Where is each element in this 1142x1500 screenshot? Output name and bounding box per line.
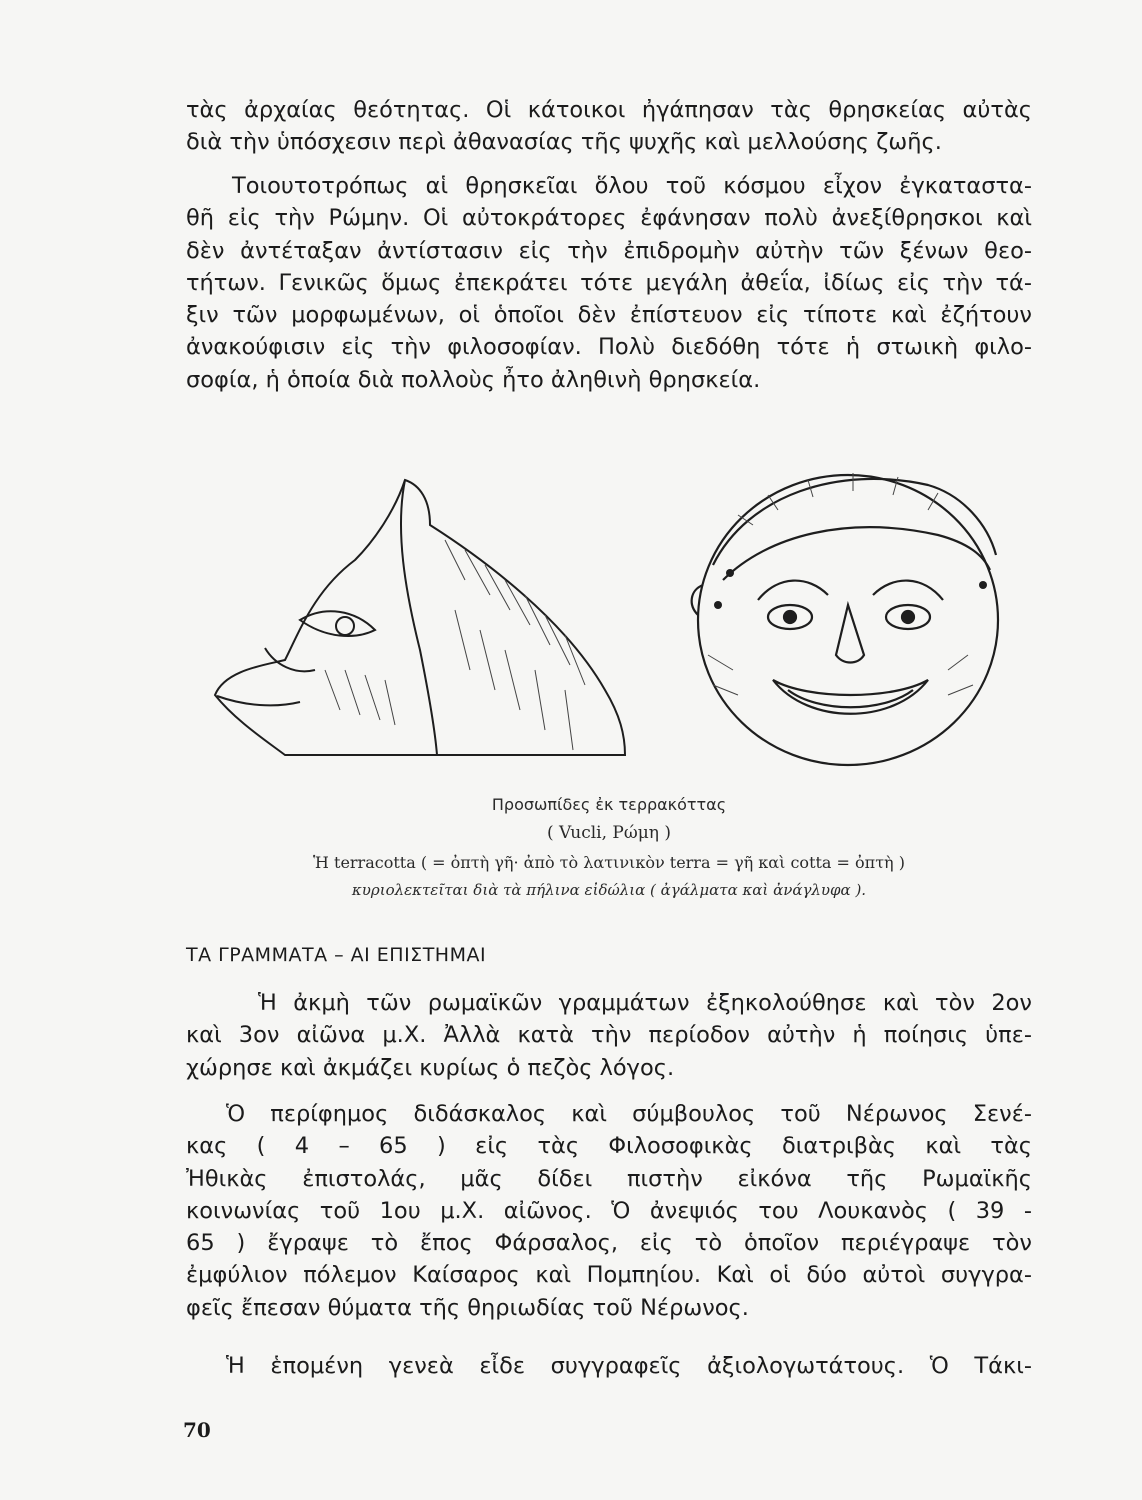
text-line: ἐμφύλιον πόλεμον Καίσαρος καὶ Πομπηίου. Καὶ οἱ δύο αὐτοὶ συγγρα-	[186, 1262, 1032, 1289]
paragraph-4	[186, 1098, 1032, 1324]
text-line: καὶ 3ον αἰῶνα μ.Χ. Ἀλλὰ κατὰ τὴν περίοδον αὐτὴν ἡ ποίησις ὑπε-	[186, 1022, 1032, 1049]
text-line: τήτων. Γενικῶς ὅμως ἐπεκράτει τότε μεγάλη ἀθεΐα, ἰδίως εἰς τὴν τά-	[186, 269, 1032, 296]
text-line: ξιν τῶν μορφωμένων, οἱ ὁποῖοι δὲν ἐπίστευον εἰς τίποτε καὶ ἐζήτουν	[186, 302, 1032, 329]
text-line: κοινωνίας τοῦ 1ου μ.Χ. αἰῶνος. Ὁ ἀνεψιός του Λουκανὸς ( 39 -	[186, 1197, 1032, 1224]
text-line: σοφία, ἡ ὁποία διὰ πολλοὺς ἦτο ἀληθινὴ θρησκεία.	[186, 366, 761, 393]
paragraph-1	[186, 94, 1032, 159]
figure-caption-title: Προσωπίδες ἐκ τερρακόττας	[491, 795, 727, 814]
text-line: ἀνακούφισιν εἰς τὴν φιλοσοφίαν. Πολὺ διεδόθη τότε ἡ στωικὴ φιλο-	[186, 334, 1032, 361]
text-line: Ἠθικὰς ἐπιστολάς, μᾶς δίδει πιστὴν εἰκόνα τῆς Ρωμαϊκῆς	[186, 1165, 1032, 1192]
paragraph-5	[186, 1350, 1032, 1382]
text-line: Τοιουτοτρόπως αἱ θρησκεῖαι ὅλου τοῦ κόσμου εἶχον ἐγκαταστα-	[232, 173, 1032, 199]
section-heading: ΤΑ ΓΡΑΜΜΑΤΑ – ΑΙ ΕΠΙΣΤΗΜΑΙ	[186, 944, 487, 966]
text-line: δὲν ἀντέταξαν ἀντίστασιν εἰς τὴν ἐπιδρομὴν αὐτὴν τῶν ξένων θεο-	[186, 237, 1032, 264]
text-line: χώρησε καὶ ἀκμάζει κυρίως ὁ πεζὸς λόγος.	[186, 1054, 675, 1081]
text-line: θῆ εἰς τὴν Ρώμην. Οἱ αὐτοκράτορες ἐφάνησαν πολὺ ἀνεξίθρησκοι καὶ	[186, 205, 1032, 232]
paragraph-3	[186, 987, 1032, 1084]
terracotta-mask-profile-icon	[205, 470, 645, 770]
figure-caption-note-1: Ἡ terracotta ( = ὀπτὴ γῆ· ἀπὸ τὸ λατινικὸν terra = γῆ καὶ cotta = ὀπτὴ )	[313, 853, 905, 872]
terracotta-mask-front-icon	[678, 455, 1018, 775]
figure-caption-note-2: κυριολεκτεῖται διὰ τὰ πήλινα εἰδώλια ( ἀγάλματα καὶ ἀνάγλυφα ).	[351, 881, 867, 899]
figure-caption-source: ( Vucli, Ρώμη )	[547, 823, 671, 843]
text-line: Ἡ ἀκμὴ τῶν ρωμαϊκῶν γραμμάτων ἐξηκολούθησε καὶ τὸν 2ον	[258, 990, 1032, 1016]
text-line: Ὁ περίφημος διδάσκαλος καὶ σύμβουλος τοῦ Νέρωνος Σενέ-	[226, 1101, 1032, 1127]
text-line: τὰς ἀρχαίας θεότητας. Οἱ κάτοικοι ἠγάπησαν τὰς θρησκείας αὐτὰς	[186, 97, 1032, 123]
paragraph-2	[186, 170, 1032, 396]
text-line: κας ( 4 – 65 ) εἰς τὰς Φιλοσοφικὰς διατριβὰς καὶ τὰς	[186, 1133, 1032, 1160]
text-line: διὰ τὴν ὑπόσχεσιν περὶ ἀθανασίας τῆς ψυχῆς καὶ μελλούσης ζωῆς.	[186, 129, 942, 156]
page-number: 70	[183, 1418, 211, 1442]
text-line: Ἡ ἑπομένη γενεὰ εἶδε συγγραφεῖς ἀξιολογωτάτους. Ὁ Τάκι-	[226, 1353, 1032, 1379]
text-line: φεῖς ἔπεσαν θύματα τῆς θηριωδίας τοῦ Νέρωνος.	[186, 1294, 749, 1321]
text-line: 65 ) ἔγραψε τὸ ἔπος Φάρσαλος, εἰς τὸ ὁποῖον περιέγραψε τὸν	[186, 1230, 1032, 1257]
